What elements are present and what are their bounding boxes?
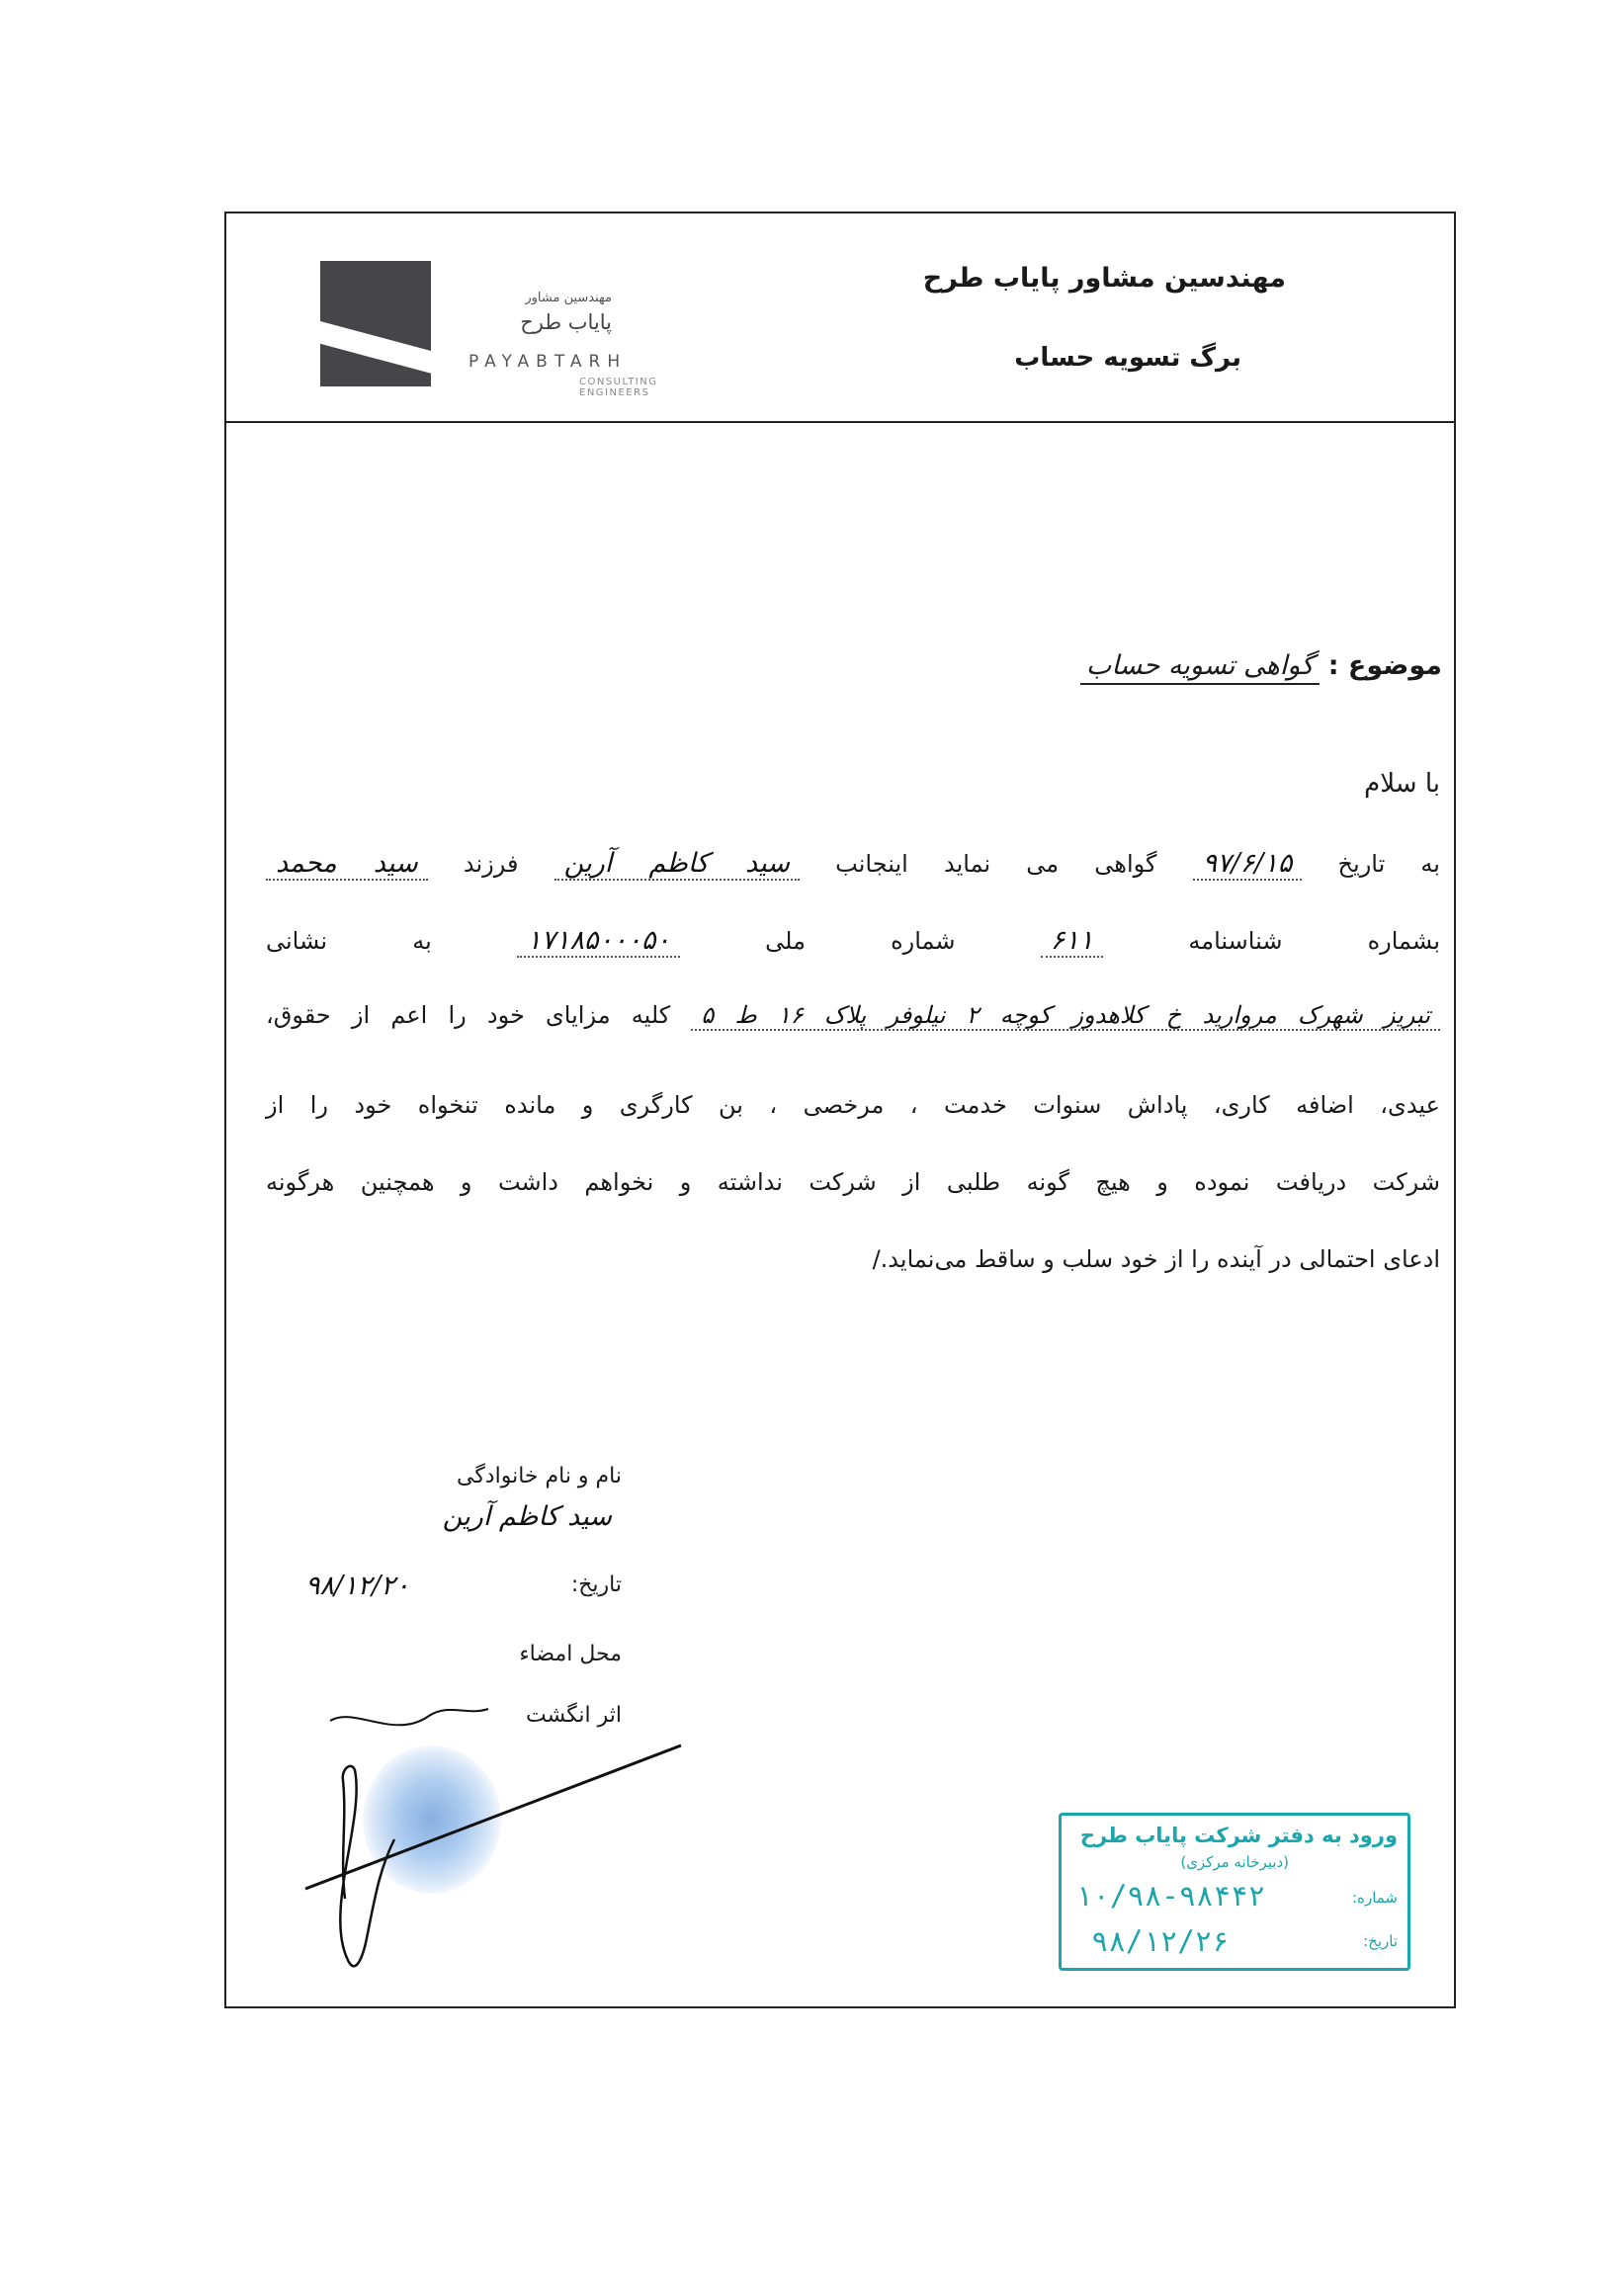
signature-date-value: ۹۸/۱۲/۲۰ (305, 1571, 410, 1601)
company-logo (320, 261, 696, 399)
body-text: به نشانی (266, 927, 432, 955)
document-frame (224, 212, 1456, 2008)
body-line-1 (266, 846, 1440, 881)
body-text: بشماره شناسنامه (1188, 927, 1441, 955)
handwritten-father-name: سید محمد (266, 848, 428, 881)
body-line-5: شرکت دریافت نموده و هیچ گونه طلبی از شرکت نداشته و نخواهم داشت و همچنین هرگونه (266, 1168, 1440, 1196)
body-text: کلیه مزایای خود را اعم از حقوق، (266, 1001, 671, 1029)
handwritten-name: سید کاظم آرین (554, 848, 800, 881)
greeting: با سلام (1364, 769, 1440, 799)
subject-label: موضوع : (1327, 650, 1442, 681)
handwritten-id-number: ۶۱۱ (1041, 925, 1104, 958)
body-text: فرزند (463, 850, 519, 878)
stamp-subtitle: (دبیرخانه مرکزی) (1180, 1853, 1289, 1871)
signature-name-label: نام و نام خانوادگی (456, 1464, 622, 1488)
stamp-number-value: ۱۰/۹۸-۹۸۴۴۲ (1075, 1879, 1266, 1913)
handwritten-date: ۹۷/۶/۱۵ (1193, 848, 1303, 881)
office-entry-stamp (1059, 1813, 1410, 1971)
body-line-4: عیدی، اضافه کاری، پاداش سنوات خدمت ، مرخصی ، بن کارگری و مانده تنخواه خود را از (266, 1091, 1440, 1119)
logo-fa: پایاب طرح (520, 310, 612, 334)
body-line-3 (266, 1000, 1440, 1031)
logo-en: PAYABTARH (469, 352, 628, 372)
stamp-number-label: شماره: (1352, 1889, 1398, 1907)
logo-fa-small: مهندسین مشاور (525, 291, 612, 305)
subject-line (1080, 650, 1442, 681)
logo-en-sub: CONSULTING ENGINEERS (579, 377, 658, 398)
form-title: برگ تسویه حساب (1014, 343, 1241, 373)
body-text: به تاریخ (1337, 850, 1440, 878)
stamp-date-label: تاریخ: (1363, 1932, 1398, 1950)
stamp-date-value: ۹۸/۱۲/۲۶ (1091, 1924, 1230, 1958)
subject-value: گواهی تسویه حساب (1080, 650, 1320, 685)
body-text: شماره ملی (765, 927, 956, 955)
handwritten-national-id: ۱۷۱۸۵۰۰۰۵۰ (517, 925, 680, 958)
signature-place-label: محل امضاء (519, 1642, 622, 1666)
handwritten-address: تبریز شهرک مروارید خ کلاهدوز کوچه ۲ نیلوفر پلاک ۱۶ ط ۵ (691, 1001, 1440, 1031)
signature-date-label: تاریخ: (570, 1573, 622, 1597)
fingerprint-label: اثر انگشت (526, 1703, 622, 1728)
stamp-title: ورود به دفتر شرکت پایاب طرح (1079, 1824, 1398, 1847)
logo-mark (320, 261, 431, 386)
body-line-2 (266, 923, 1440, 958)
signature-name-value: سید کاظم آرین (442, 1501, 612, 1532)
body-line-6: ادعای احتمالی در آینده را از خود سلب و ساقط می‌نماید./ (872, 1245, 1440, 1273)
body-text: گواهی می نماید اینجانب (835, 850, 1157, 878)
header-divider (226, 421, 1454, 423)
company-name: مهندسین مشاور پایاب طرح (922, 263, 1286, 294)
signature-area (286, 1444, 622, 1998)
